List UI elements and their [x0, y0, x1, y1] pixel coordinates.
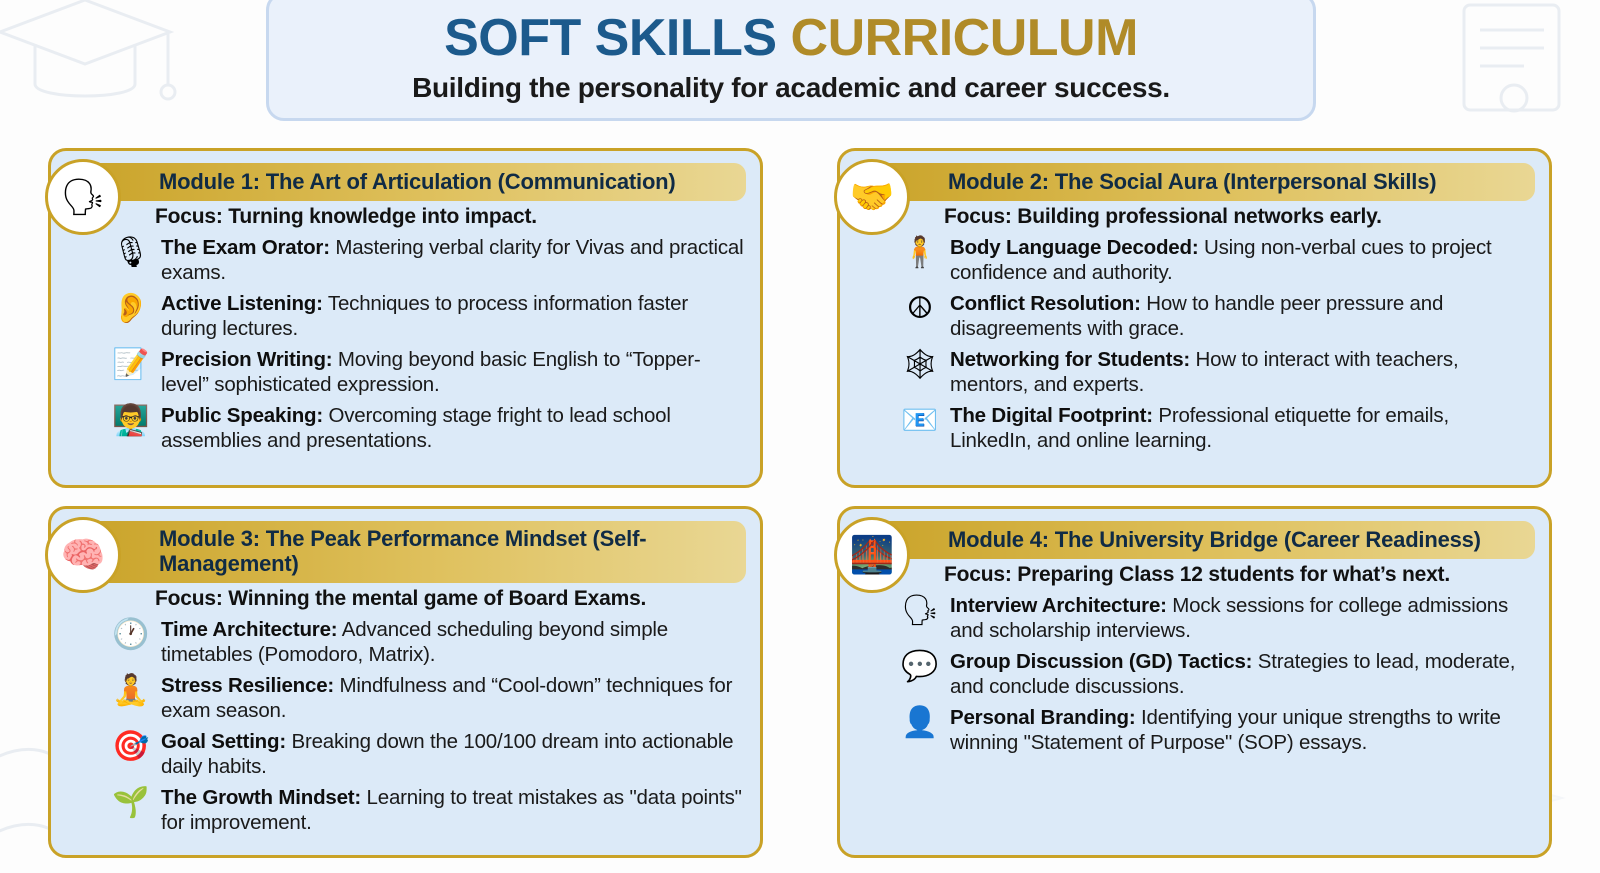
item-text	[161, 785, 746, 835]
item-text	[161, 235, 746, 285]
list-item	[111, 617, 746, 667]
item-term: Active Listening:	[161, 292, 323, 315]
email-monitor-icon: 📧	[901, 404, 939, 437]
item-text	[161, 617, 746, 667]
page-title	[289, 11, 1293, 66]
list-item	[900, 291, 1535, 341]
item-desc: Breaking down the 100/100 dream into actionable daily habits.	[161, 730, 734, 778]
item-term: Time Architecture:	[161, 618, 338, 641]
modules-grid	[48, 148, 1552, 858]
item-desc: Techniques to process information faster during lectures.	[161, 292, 688, 340]
item-desc: Identifying your unique strengths to write winning "Statement of Purpose" (SOP) essays.	[950, 706, 1501, 754]
page-subtitle: Building the personality for academic and career success.	[412, 71, 1170, 103]
item-desc: Learning to treat mistakes as "data points" for improvement.	[161, 786, 742, 834]
item-desc: Mastering verbal clarity for Vivas and practical exams.	[161, 236, 744, 284]
list-item	[111, 403, 746, 453]
item-text	[950, 347, 1535, 397]
module-card-4	[837, 506, 1552, 858]
meditation-icon: 🧘	[112, 674, 150, 707]
clock-calendar-icon: 🕐	[112, 618, 150, 651]
writing-note-icon: 📝	[112, 348, 150, 381]
item-term: Stress Resilience:	[161, 674, 335, 697]
graduation-cap-doodle	[0, 0, 180, 132]
list-item	[900, 593, 1535, 643]
list-item	[900, 649, 1535, 699]
module-2-title: Module 2: The Social Aura (Interpersonal Skills)	[948, 168, 1437, 194]
bridge-icon	[834, 517, 910, 593]
badge-glyph: 🗣	[60, 176, 106, 217]
module-1-items	[111, 235, 746, 453]
item-text	[161, 291, 746, 341]
group-discussion-icon: 💬	[901, 650, 939, 683]
item-term: The Exam Orator:	[161, 236, 330, 259]
brain-grades-icon	[45, 517, 121, 593]
poster-header	[266, 0, 1316, 121]
item-term: Personal Branding:	[950, 706, 1136, 729]
item-desc: Mock sessions for college admissions and scholarship interviews.	[950, 594, 1509, 642]
item-desc: Moving beyond basic English to “Topper-level” sophisticated expression.	[161, 348, 701, 396]
item-text	[161, 673, 746, 723]
module-2-focus: Focus: Building professional networks early.	[944, 205, 1382, 228]
module-card-3	[48, 506, 763, 858]
diploma-doodle	[1444, 0, 1594, 140]
list-item	[111, 347, 746, 397]
module-1-title: Module 1: The Art of Articulation (Communication)	[159, 168, 676, 194]
item-desc: Using non-verbal cues to project confidence and authority.	[950, 236, 1492, 284]
item-term: Networking for Students:	[950, 348, 1191, 371]
item-desc: How to interact with teachers, mentors, and experts.	[950, 348, 1459, 396]
badge-glyph: 🧠	[60, 534, 106, 575]
item-desc: Strategies to lead, moderate, and conclude discussions.	[950, 650, 1516, 698]
item-text	[950, 403, 1535, 453]
item-text	[161, 347, 746, 397]
item-term: Interview Architecture:	[950, 594, 1167, 617]
module-3-focus: Focus: Winning the mental game of Board Exams.	[155, 587, 647, 610]
list-item	[900, 705, 1535, 755]
item-term: The Digital Footprint:	[950, 404, 1153, 427]
module-4-focus: Focus: Preparing Class 12 students for what’s next.	[944, 563, 1450, 586]
personal-branding-icon: 👤	[901, 706, 939, 739]
list-item	[900, 235, 1535, 285]
module-4-header	[854, 521, 1535, 559]
badge-glyph: 🤝	[849, 176, 895, 217]
item-term: Conflict Resolution:	[950, 292, 1141, 315]
module-4-items	[900, 593, 1535, 755]
standing-person-icon: 🧍	[901, 236, 939, 269]
list-item	[111, 785, 746, 835]
module-card-1	[48, 148, 763, 488]
list-item	[111, 291, 746, 341]
speaking-head-icon	[45, 159, 121, 235]
list-item	[111, 673, 746, 723]
peace-mediation-icon: ☮	[906, 292, 934, 325]
badge-glyph: 🌉	[849, 534, 895, 575]
item-text	[950, 235, 1535, 285]
interview-table-icon: 🗣	[900, 594, 940, 627]
item-desc: Overcoming stage fright to lead school assemblies and presentations.	[161, 404, 671, 452]
title-primary: SOFT SKILLS	[444, 9, 791, 67]
module-2-header	[854, 163, 1535, 201]
podium-speaker-icon: 🎙	[111, 236, 151, 269]
item-term: The Growth Mindset:	[161, 786, 362, 809]
target-dart-icon: 🎯	[112, 730, 150, 763]
module-3-items	[111, 617, 746, 835]
item-desc: Mindfulness and “Cool-down” techniques for exam season.	[161, 674, 733, 722]
item-text	[950, 649, 1535, 699]
item-desc: Advanced scheduling beyond simple timetables (Pomodoro, Matrix).	[161, 618, 668, 666]
item-term: Body Language Decoded:	[950, 236, 1199, 259]
item-text	[161, 729, 746, 779]
list-item	[900, 347, 1535, 397]
handshake-icon	[834, 159, 910, 235]
item-term: Group Discussion (GD) Tactics:	[950, 650, 1253, 673]
module-1-focus: Focus: Turning knowledge into impact.	[155, 205, 537, 228]
network-nodes-icon: 🕸	[900, 348, 940, 381]
list-item	[111, 235, 746, 285]
item-text	[950, 705, 1535, 755]
seedling-growth-icon: 🌱	[112, 786, 150, 819]
ear-listening-icon: 👂	[112, 292, 150, 325]
public-speaking-icon: 👨‍🏫	[112, 404, 150, 437]
module-card-2	[837, 148, 1552, 488]
item-text	[950, 291, 1535, 341]
item-term: Precision Writing:	[161, 348, 333, 371]
module-4-title: Module 4: The University Bridge (Career Readiness)	[948, 526, 1481, 552]
title-secondary: CURRICULUM	[790, 9, 1138, 67]
module-2-items	[900, 235, 1535, 453]
item-desc: How to handle peer pressure and disagreements with grace.	[950, 292, 1444, 340]
item-term: Public Speaking:	[161, 404, 323, 427]
item-term: Goal Setting:	[161, 730, 286, 753]
module-3-title: Module 3: The Peak Performance Mindset (Self-Management)	[159, 526, 647, 576]
module-1-header	[65, 163, 746, 201]
item-text	[161, 403, 746, 453]
item-text	[950, 593, 1535, 643]
list-item	[900, 403, 1535, 453]
list-item	[111, 729, 746, 779]
module-3-header	[65, 521, 746, 583]
item-desc: Professional etiquette for emails, LinkedIn, and online learning.	[950, 404, 1449, 452]
